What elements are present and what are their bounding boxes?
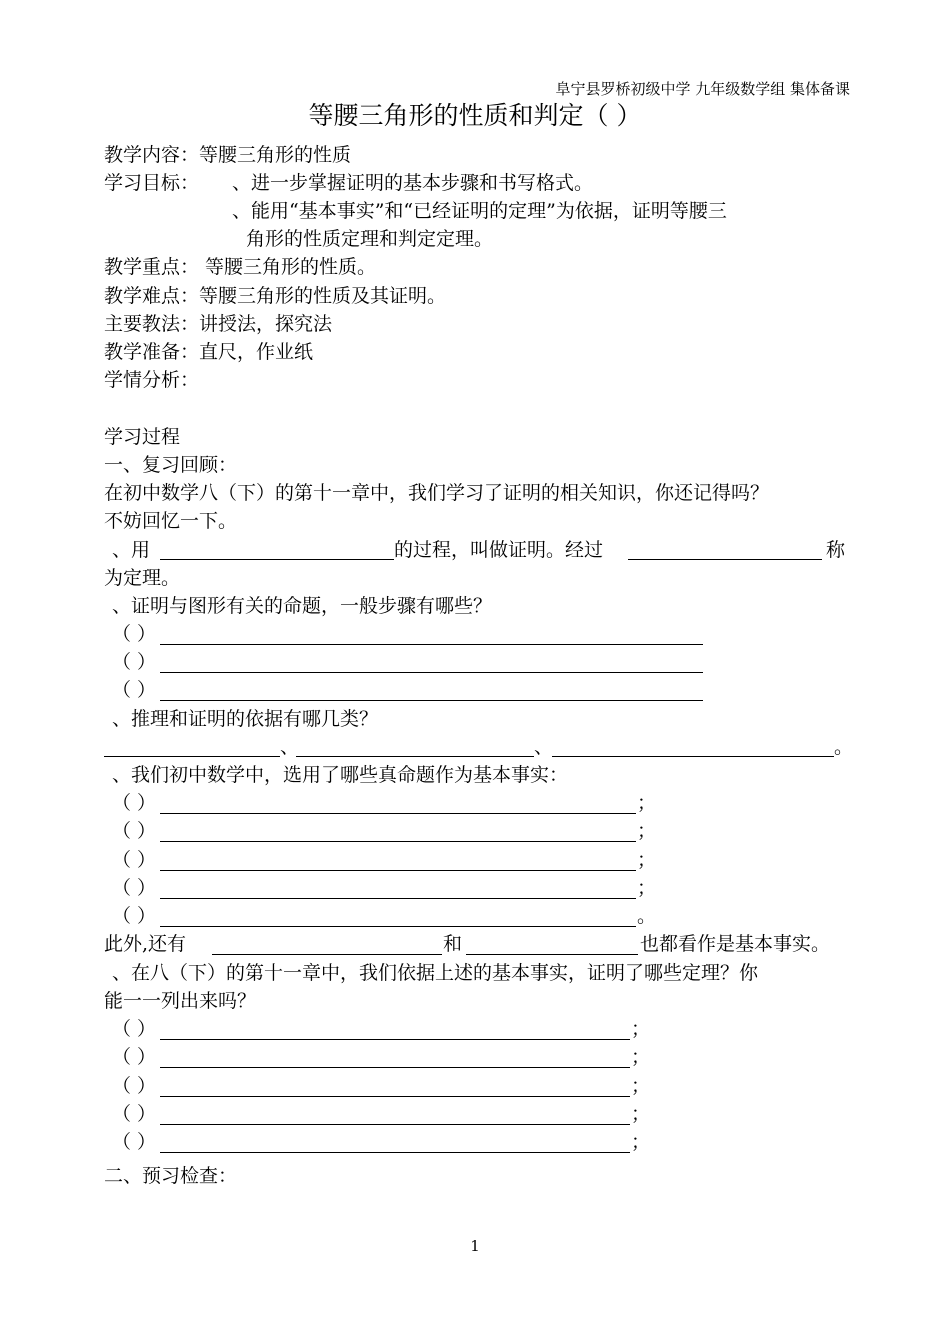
q2-blank-3[interactable] [160, 700, 703, 701]
extra-blank-2[interactable] [466, 954, 638, 955]
student-analysis: 学情分析： [104, 369, 200, 391]
q1-blank-1[interactable] [160, 559, 394, 560]
q3-sep-1: 、 [280, 736, 300, 758]
q4-blank-5[interactable] [160, 926, 636, 927]
q5-blank-1[interactable] [160, 1039, 630, 1040]
review-heading: 一、复习回顾： [104, 454, 238, 476]
q4-semicolon-4: ； [637, 877, 657, 899]
learning-goal-1: 、进一步掌握证明的基本步骤和书写格式。 [232, 172, 594, 194]
review-intro-cont: 不妨回忆一下。 [104, 510, 238, 532]
q1-middle: 的过程，叫做证明。经过 [394, 539, 604, 561]
extra-suffix: 也都看作是基本事实。 [640, 933, 831, 955]
q3-blank-2[interactable] [296, 756, 534, 757]
page-number: 1 [470, 1237, 480, 1255]
teaching-method: 主要教法：讲授法，探究法 [104, 313, 333, 335]
q5-question-cont: 能一一列出来吗？ [104, 990, 257, 1012]
document-title: 等腰三角形的性质和判定（ ） [308, 101, 642, 130]
q5-paren-3: （ ） [112, 1075, 157, 1097]
q4-paren-5: （ ） [112, 905, 157, 927]
preview-heading: 二、预习检查： [104, 1165, 238, 1187]
q5-blank-3[interactable] [160, 1096, 630, 1097]
q5-semicolon-5: ； [631, 1131, 651, 1153]
q2-paren-2: （ ） [112, 651, 157, 673]
q4-period: 。 [637, 905, 657, 927]
q4-semicolon-2: ； [637, 820, 657, 842]
q5-blank-4[interactable] [160, 1124, 630, 1125]
q4-question: 、我们初中数学中，选用了哪些真命题作为基本事实： [112, 764, 569, 786]
review-intro: 在初中数学八（下）的第十一章中，我们学习了证明的相关知识，你还记得吗？ [104, 482, 770, 504]
q5-semicolon-3: ； [631, 1075, 651, 1097]
q4-paren-2: （ ） [112, 820, 157, 842]
q5-paren-2: （ ） [112, 1046, 157, 1068]
q2-question: 、证明与图形有关的命题，一般步骤有哪些？ [112, 595, 493, 617]
q2-blank-1[interactable] [160, 644, 703, 645]
q2-paren-3: （ ） [112, 679, 157, 701]
q2-blank-2[interactable] [160, 672, 703, 673]
q4-semicolon-3: ； [637, 849, 657, 871]
q4-paren-4: （ ） [112, 877, 157, 899]
q3-question: 、推理和证明的依据有哪几类？ [112, 708, 379, 730]
process-heading: 学习过程 [104, 426, 181, 448]
q3-sep-2: 、 [534, 736, 554, 758]
q4-blank-1[interactable] [160, 813, 636, 814]
q5-blank-5[interactable] [160, 1152, 630, 1153]
q2-paren-1: （ ） [112, 623, 157, 645]
q4-blank-4[interactable] [160, 898, 636, 899]
learning-goal-2: 、能用“基本事实”和“已经证明的定理”为依据，证明等腰三 [232, 200, 727, 222]
q3-period: 。 [834, 736, 854, 758]
q5-semicolon-1: ； [631, 1018, 651, 1040]
q4-semicolon-1: ； [637, 792, 657, 814]
teaching-difficulty: 教学难点：等腰三角形的性质及其证明。 [104, 285, 447, 307]
learning-goal-label: 学习目标： [104, 172, 200, 194]
q4-paren-3: （ ） [112, 849, 157, 871]
q4-paren-1: （ ） [112, 792, 157, 814]
teaching-content: 教学内容：等腰三角形的性质 [104, 144, 352, 166]
extra-middle: 和 [443, 933, 463, 955]
q1-line2: 为定理。 [104, 567, 181, 589]
q1-suffix: 称 [826, 539, 846, 561]
teaching-prep: 教学准备：直尺，作业纸 [104, 341, 314, 363]
q5-paren-4: （ ） [112, 1103, 157, 1125]
q5-semicolon-2: ； [631, 1046, 651, 1068]
q4-blank-3[interactable] [160, 870, 636, 871]
page-header: 阜宁县罗桥初级中学 九年级数学组 集体备课 [555, 80, 850, 98]
q5-semicolon-4: ； [631, 1103, 651, 1125]
q5-blank-2[interactable] [160, 1067, 630, 1068]
extra-blank-1[interactable] [212, 954, 442, 955]
learning-goal-2-cont: 角形的性质定理和判定定理。 [246, 228, 494, 250]
q3-blank-3[interactable] [552, 756, 834, 757]
q1-prefix: 、用 [112, 539, 151, 561]
q1-blank-2[interactable] [628, 559, 822, 560]
extra-prefix: 此外,还有 [104, 933, 187, 955]
teaching-focus: 教学重点： 等腰三角形的性质。 [104, 256, 377, 278]
q5-paren-1: （ ） [112, 1018, 157, 1040]
q5-paren-5: （ ） [112, 1131, 157, 1153]
q4-blank-2[interactable] [160, 841, 636, 842]
q3-blank-1[interactable] [104, 756, 280, 757]
q5-question: 、在八（下）的第十一章中，我们依据上述的基本事实，证明了哪些定理？你 [112, 962, 759, 984]
